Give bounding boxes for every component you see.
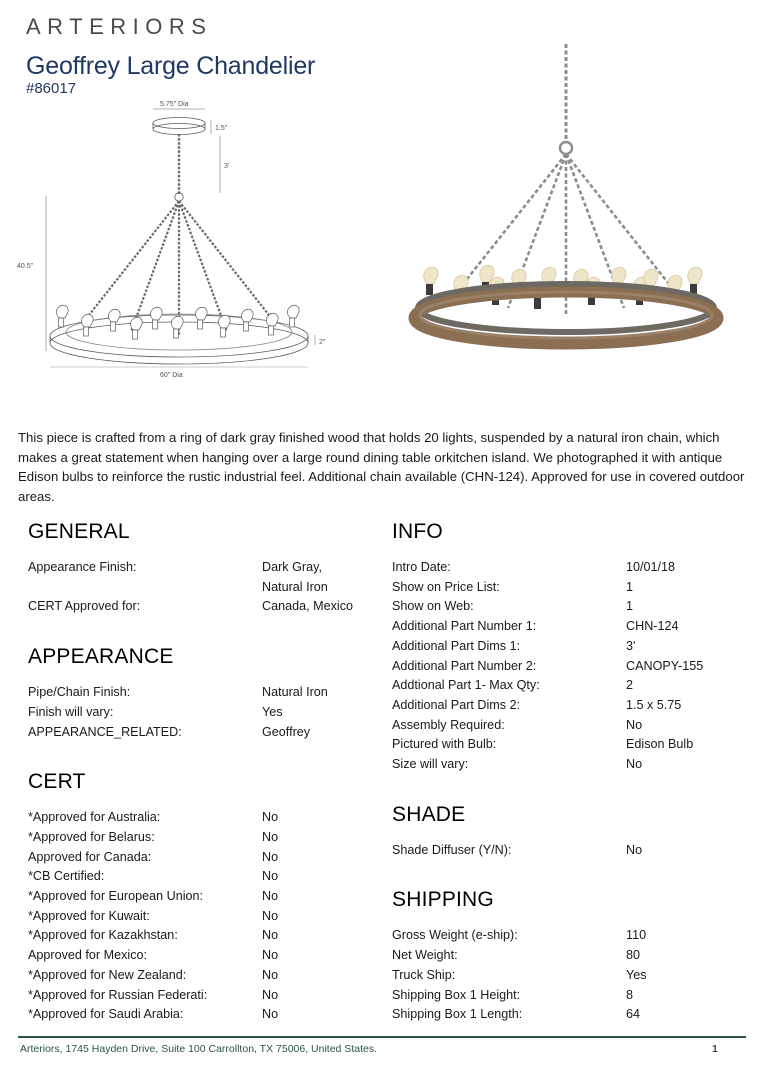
spec-value: CANOPY-155 — [626, 658, 704, 673]
spec-row — [28, 578, 378, 598]
spec-label: Additional Part Number 2: — [392, 658, 537, 673]
spec-row — [28, 828, 378, 848]
spec-label: APPEARANCE_RELATED: — [28, 724, 182, 739]
spec-value: Canada, Mexico — [262, 599, 354, 614]
section-heading-appearance: APPEARANCE — [28, 645, 174, 669]
spec-value: Natural Iron — [262, 685, 328, 700]
spec-value: 1.5 x 5.75 — [626, 697, 682, 712]
section-heading-general: GENERAL — [28, 520, 130, 543]
spec-column-right — [392, 520, 742, 1027]
section-heading-info: INFO — [392, 520, 443, 543]
spec-row — [392, 597, 742, 617]
spec-row — [28, 558, 378, 578]
spec-value: No — [262, 810, 279, 825]
page-title: Geoffrey Large Chandelier — [26, 52, 316, 80]
spec-value: No — [262, 869, 279, 884]
spec-label: *Approved for Belarus: — [28, 829, 155, 844]
spec-row — [392, 617, 742, 637]
spec-value: No — [262, 849, 279, 864]
spec-row — [392, 986, 742, 1006]
spec-label: CERT Approved for: — [28, 599, 141, 614]
spec-value: Geoffrey — [262, 724, 311, 739]
spec-label: Additional Part Dims 2: — [392, 697, 521, 712]
dim-overall-height: 40.5" — [17, 263, 34, 270]
spec-row — [28, 907, 378, 927]
spec-label: *Approved for Kazakhstan: — [28, 928, 178, 943]
technical-line-drawing — [8, 96, 328, 386]
section-heading-shade: SHADE — [392, 802, 466, 826]
section-general — [28, 520, 378, 617]
spec-row — [392, 926, 742, 946]
spec-label: *Approved for European Union: — [28, 889, 204, 904]
spec-value: No — [626, 757, 643, 772]
dim-chain-length: 3' — [224, 163, 230, 170]
footer-divider — [18, 1036, 746, 1038]
spec-row — [392, 946, 742, 966]
spec-row — [392, 558, 742, 578]
spec-row — [392, 676, 742, 696]
dim-ring-thickness: 2" — [319, 339, 326, 346]
dim-ring-diameter: 60" Dia — [160, 372, 183, 379]
spec-row — [28, 848, 378, 868]
spec-label: Appearance Finish: — [28, 560, 137, 574]
spec-label: *Approved for Kuwait: — [28, 908, 150, 923]
spec-row — [392, 657, 742, 677]
spec-label: *CB Certified: — [28, 869, 105, 884]
spec-value: 1 — [626, 599, 634, 614]
product-sku: #86017 — [26, 80, 77, 97]
spec-label: Pictured with Bulb: — [392, 737, 497, 752]
spec-value: No — [262, 987, 279, 1002]
section-info — [392, 520, 742, 775]
spec-value: No — [262, 967, 279, 982]
spec-label: *Approved for Australia: — [28, 810, 161, 825]
spec-value: No — [626, 842, 643, 857]
spec-value: 3' — [626, 638, 636, 653]
spec-value: No — [262, 908, 279, 923]
spec-label: Shipping Box 1 Height: — [392, 987, 521, 1002]
spec-value: 2 — [626, 678, 634, 693]
spec-label: Net Weight: — [392, 948, 458, 963]
spec-label: Finish will vary: — [28, 704, 114, 719]
spec-row — [392, 1005, 742, 1025]
spec-label: Addtional Part 1- Max Qty: — [392, 678, 540, 693]
spec-row — [28, 887, 378, 907]
spec-row — [28, 808, 378, 828]
spec-value: Natural Iron — [262, 579, 328, 594]
spec-row — [28, 926, 378, 946]
spec-label: Approved for Canada: — [28, 849, 152, 864]
spec-row — [392, 578, 742, 598]
brand-logo: ARTERIORS — [26, 14, 213, 39]
spec-value: No — [262, 948, 279, 963]
spec-label: Truck Ship: — [392, 967, 456, 982]
spec-label: Gross Weight (e-ship): — [392, 928, 518, 943]
spec-row — [28, 597, 378, 617]
section-shipping — [392, 888, 742, 1025]
spec-label: *Approved for New Zealand: — [28, 967, 187, 982]
section-heading-cert: CERT — [28, 770, 86, 794]
product-photo — [380, 36, 750, 386]
spec-value: CHN-124 — [626, 619, 679, 634]
spec-value: Yes — [626, 967, 647, 982]
page-number: 1 — [712, 1043, 718, 1055]
spec-label: Additional Part Number 1: — [392, 619, 537, 634]
spec-label: Shipping Box 1 Length: — [392, 1007, 523, 1022]
spec-row — [28, 966, 378, 986]
spec-value: 110 — [626, 928, 647, 943]
spec-label: Approved for Mexico: — [28, 948, 147, 963]
spec-value: 1 — [626, 579, 634, 594]
spec-value: No — [262, 889, 279, 904]
spec-value: Dark Gray, — [262, 560, 322, 574]
spec-label: Additional Part Dims 1: — [392, 638, 521, 653]
spec-label: Shade Diffuser (Y/N): — [392, 842, 512, 857]
spec-value: 8 — [626, 987, 634, 1002]
footer-address: Arteriors, 1745 Hayden Drive, Suite 100 Carrollton, TX 75006, United States. — [20, 1043, 377, 1055]
spec-value: No — [262, 829, 279, 844]
spec-row — [392, 637, 742, 657]
spec-value: 64 — [626, 1007, 641, 1022]
spec-row — [28, 723, 378, 743]
dim-canopy-height: 1.5" — [215, 125, 228, 132]
spec-row — [392, 755, 742, 775]
spec-label: Show on Web: — [392, 599, 474, 614]
spec-value: Yes — [262, 704, 283, 719]
spec-row — [392, 966, 742, 986]
section-cert — [28, 770, 378, 1025]
spec-value: No — [262, 1007, 279, 1022]
spec-row — [28, 986, 378, 1006]
spec-value: Edison Bulb — [626, 737, 694, 752]
spec-row — [28, 703, 378, 723]
spec-row — [28, 683, 378, 703]
spec-row — [392, 716, 742, 736]
dim-canopy-diameter: 5.75" Dia — [160, 101, 189, 108]
section-heading-shipping: SHIPPING — [392, 888, 494, 912]
spec-row — [392, 696, 742, 716]
spec-label: *Approved for Saudi Arabia: — [28, 1007, 184, 1022]
spec-value: No — [626, 717, 643, 732]
spec-row — [392, 735, 742, 755]
product-description: This piece is crafted from a ring of dark gray finished wood that holds 20 lights, suspended by a natural iron chain, which makes a great statement when hanging over a large round dining table orkitchen island. We photographed it with antique Edison bulbs to reinforce the rustic industrial feel. Additional chain available (CHN-124). Approved for use in covered outdoor areas. — [18, 430, 745, 504]
spec-row — [28, 867, 378, 887]
spec-label: Assembly Required: — [392, 717, 505, 732]
spec-value: 80 — [626, 948, 641, 963]
section-shade — [392, 803, 742, 861]
spec-label: Size will vary: — [392, 757, 469, 772]
spec-row — [392, 841, 742, 861]
spec-column-left — [28, 520, 378, 1027]
spec-value: No — [262, 928, 279, 943]
section-appearance — [28, 645, 378, 742]
spec-label: Pipe/Chain Finish: — [28, 685, 131, 700]
spec-label: Show on Price List: — [392, 579, 500, 594]
spec-label: Intro Date: — [392, 560, 451, 574]
spec-row — [28, 1005, 378, 1025]
spec-value: 10/01/18 — [626, 560, 676, 574]
spec-row — [28, 946, 378, 966]
spec-label: *Approved for Russian Federati: — [28, 987, 208, 1002]
